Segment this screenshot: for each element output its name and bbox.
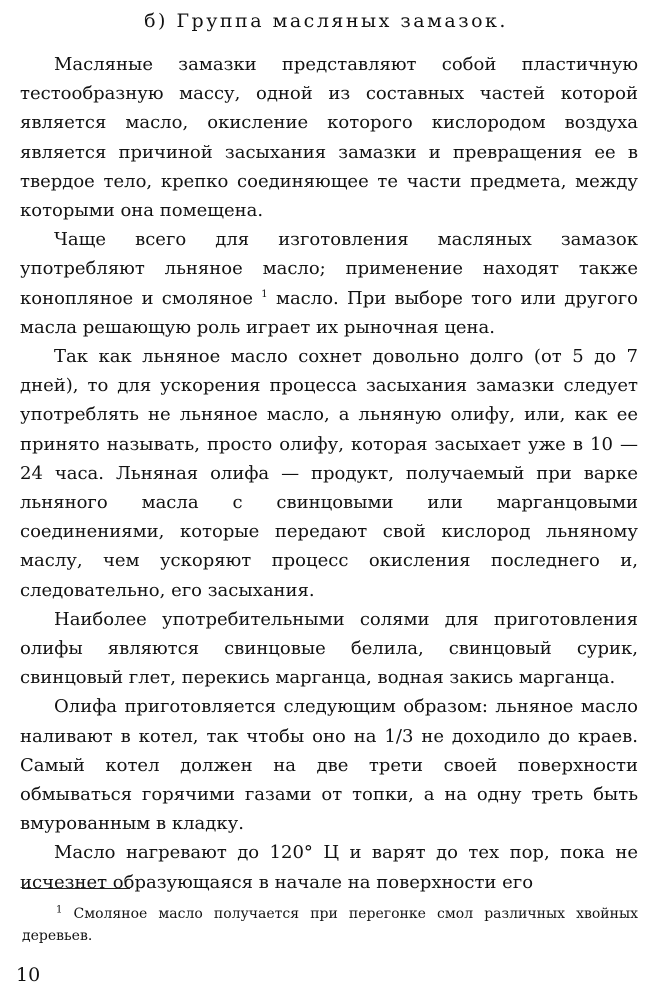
footnote-divider (22, 888, 130, 889)
body-text (20, 50, 638, 897)
paragraph-2-end: масло. При выборе того или другого масла решающую роль играет их рыночная цена. (20, 287, 638, 338)
paragraph-4: Наиболее употребительными солями для приготовления олифы являются свинцовые белила, свинцовый сурик, свинцовый глет, перекись марганца, водная закись марганца. (20, 608, 638, 689)
footnote-text: Смоляное масло получается при перегонке смол различных хвойных деревьев. (22, 906, 638, 944)
footnote-reference: 1 (261, 288, 268, 300)
paragraph-2-start: Чаще всего для изготовления масляных замазок употребляют льняное масло; применение находят также конопляное и смоляное (20, 229, 638, 309)
paragraph-5-start: Олифа приготовляется следующим образом: льняное масло наливают в котел, так чтобы оно на (20, 696, 638, 747)
paragraph-2 (20, 225, 638, 342)
paragraph-1: Масляные замазки представляют собой пластичную тестообразную массу, одной из составных частей которой является масло, окисление которого кислородом воздуха является причиной засыхания замазки и превращения ее в твердое тело, крепко соединяющее те части предмета, между которыми она помещена. (20, 54, 638, 222)
page-number: 10 (16, 964, 41, 986)
paragraph-3: Так как льняное масло сохнет довольно долго (от 5 до 7 дней), то для ускорения процесса засыхания замазки следует употреблять не льняное масло, а льняную олифу, или, как ее принято называть, просто олифу, которая засыхает уже в 10 — 24 часа. Льняная олифа — продукт, получаемый при варке льняного масла с свинцовыми или марганцовыми соединениями, которые передают свой кислород льняному маслу, чем ускоряют процесс окисления последнего и, следовательно, его засыхания. (20, 346, 638, 601)
footnote (22, 903, 638, 947)
paragraph-5 (20, 692, 638, 838)
fraction: 1/3 (384, 725, 414, 747)
footnote-mark: 1 (56, 904, 63, 916)
paragraph-5-end: не доходило до краев. Самый котел должен на две трети своей поверхности обмываться горячими газами от топки, а на одну треть быть вмурованным в кладку. (20, 725, 638, 835)
section-heading: б) Группа масляных замазок. (144, 10, 508, 32)
paragraph-6: Масло нагревают до 120° Ц и варят до тех пор, пока не исчезнет образующаяся в начале на поверхности его (20, 842, 638, 893)
